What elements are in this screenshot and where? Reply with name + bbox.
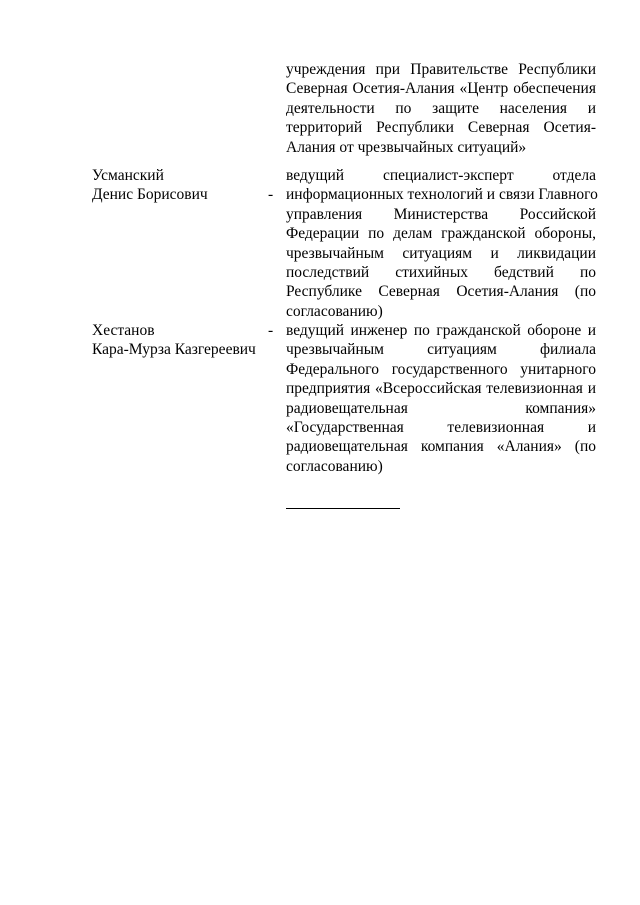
member-dash: - (268, 186, 274, 203)
previous-entry-description (286, 60, 596, 157)
description-line: согласованию) (286, 457, 383, 475)
end-separator-line (286, 508, 400, 509)
description-line: Алания от чрезвычайных ситуаций» (286, 138, 527, 156)
description-line: Северная Осетия-Алания «Центр обеспечения (286, 80, 596, 98)
member-given-names: Денис Борисович (92, 186, 208, 204)
description-line: Федерального государственного унитарного (286, 360, 596, 378)
description-line: учреждения при Правительстве Республики (286, 61, 596, 78)
member-description-usmanskiy (286, 166, 596, 321)
description-line: Федерации по делам гражданской обороны, (286, 225, 596, 243)
description-line: чрезвычайным ситуациям филиала (286, 341, 596, 359)
description-line: радиовещательная компания» (286, 399, 596, 417)
description-line: последствий стихийных бедствий по (286, 264, 596, 282)
description-line: ведущий специалист-эксперт отдела (286, 167, 596, 184)
description-line: радиовещательная компания «Алания» (по (286, 438, 596, 456)
member-surname: Хестанов (92, 322, 155, 339)
member-surname: Усманский (92, 167, 164, 184)
description-line: чрезвычайным ситуациям и ликвидации (286, 244, 596, 262)
description-line: Республике Северная Осетия-Алания (по (286, 283, 596, 301)
description-line: согласованию) (286, 302, 383, 320)
member-name-khestanov (92, 321, 262, 360)
member-given-names: Кара-Мурза Казгереевич (92, 341, 256, 359)
description-line: ведущий инженер по гражданской обороне и (286, 322, 596, 339)
description-line: «Государственная телевизионная и (286, 419, 596, 437)
description-line: информационных технологий и связи Главного (286, 186, 598, 204)
description-line: территорий Республики Северная Осетия- (286, 119, 596, 137)
member-dash: - (268, 322, 274, 339)
member-name-usmanskiy (92, 166, 262, 205)
description-line: деятельности по защите населения и (286, 99, 596, 117)
description-line: предприятия «Всероссийская телевизионная и (286, 380, 596, 398)
description-line: управления Министерства Российской (286, 205, 596, 223)
member-description-khestanov (286, 321, 596, 476)
